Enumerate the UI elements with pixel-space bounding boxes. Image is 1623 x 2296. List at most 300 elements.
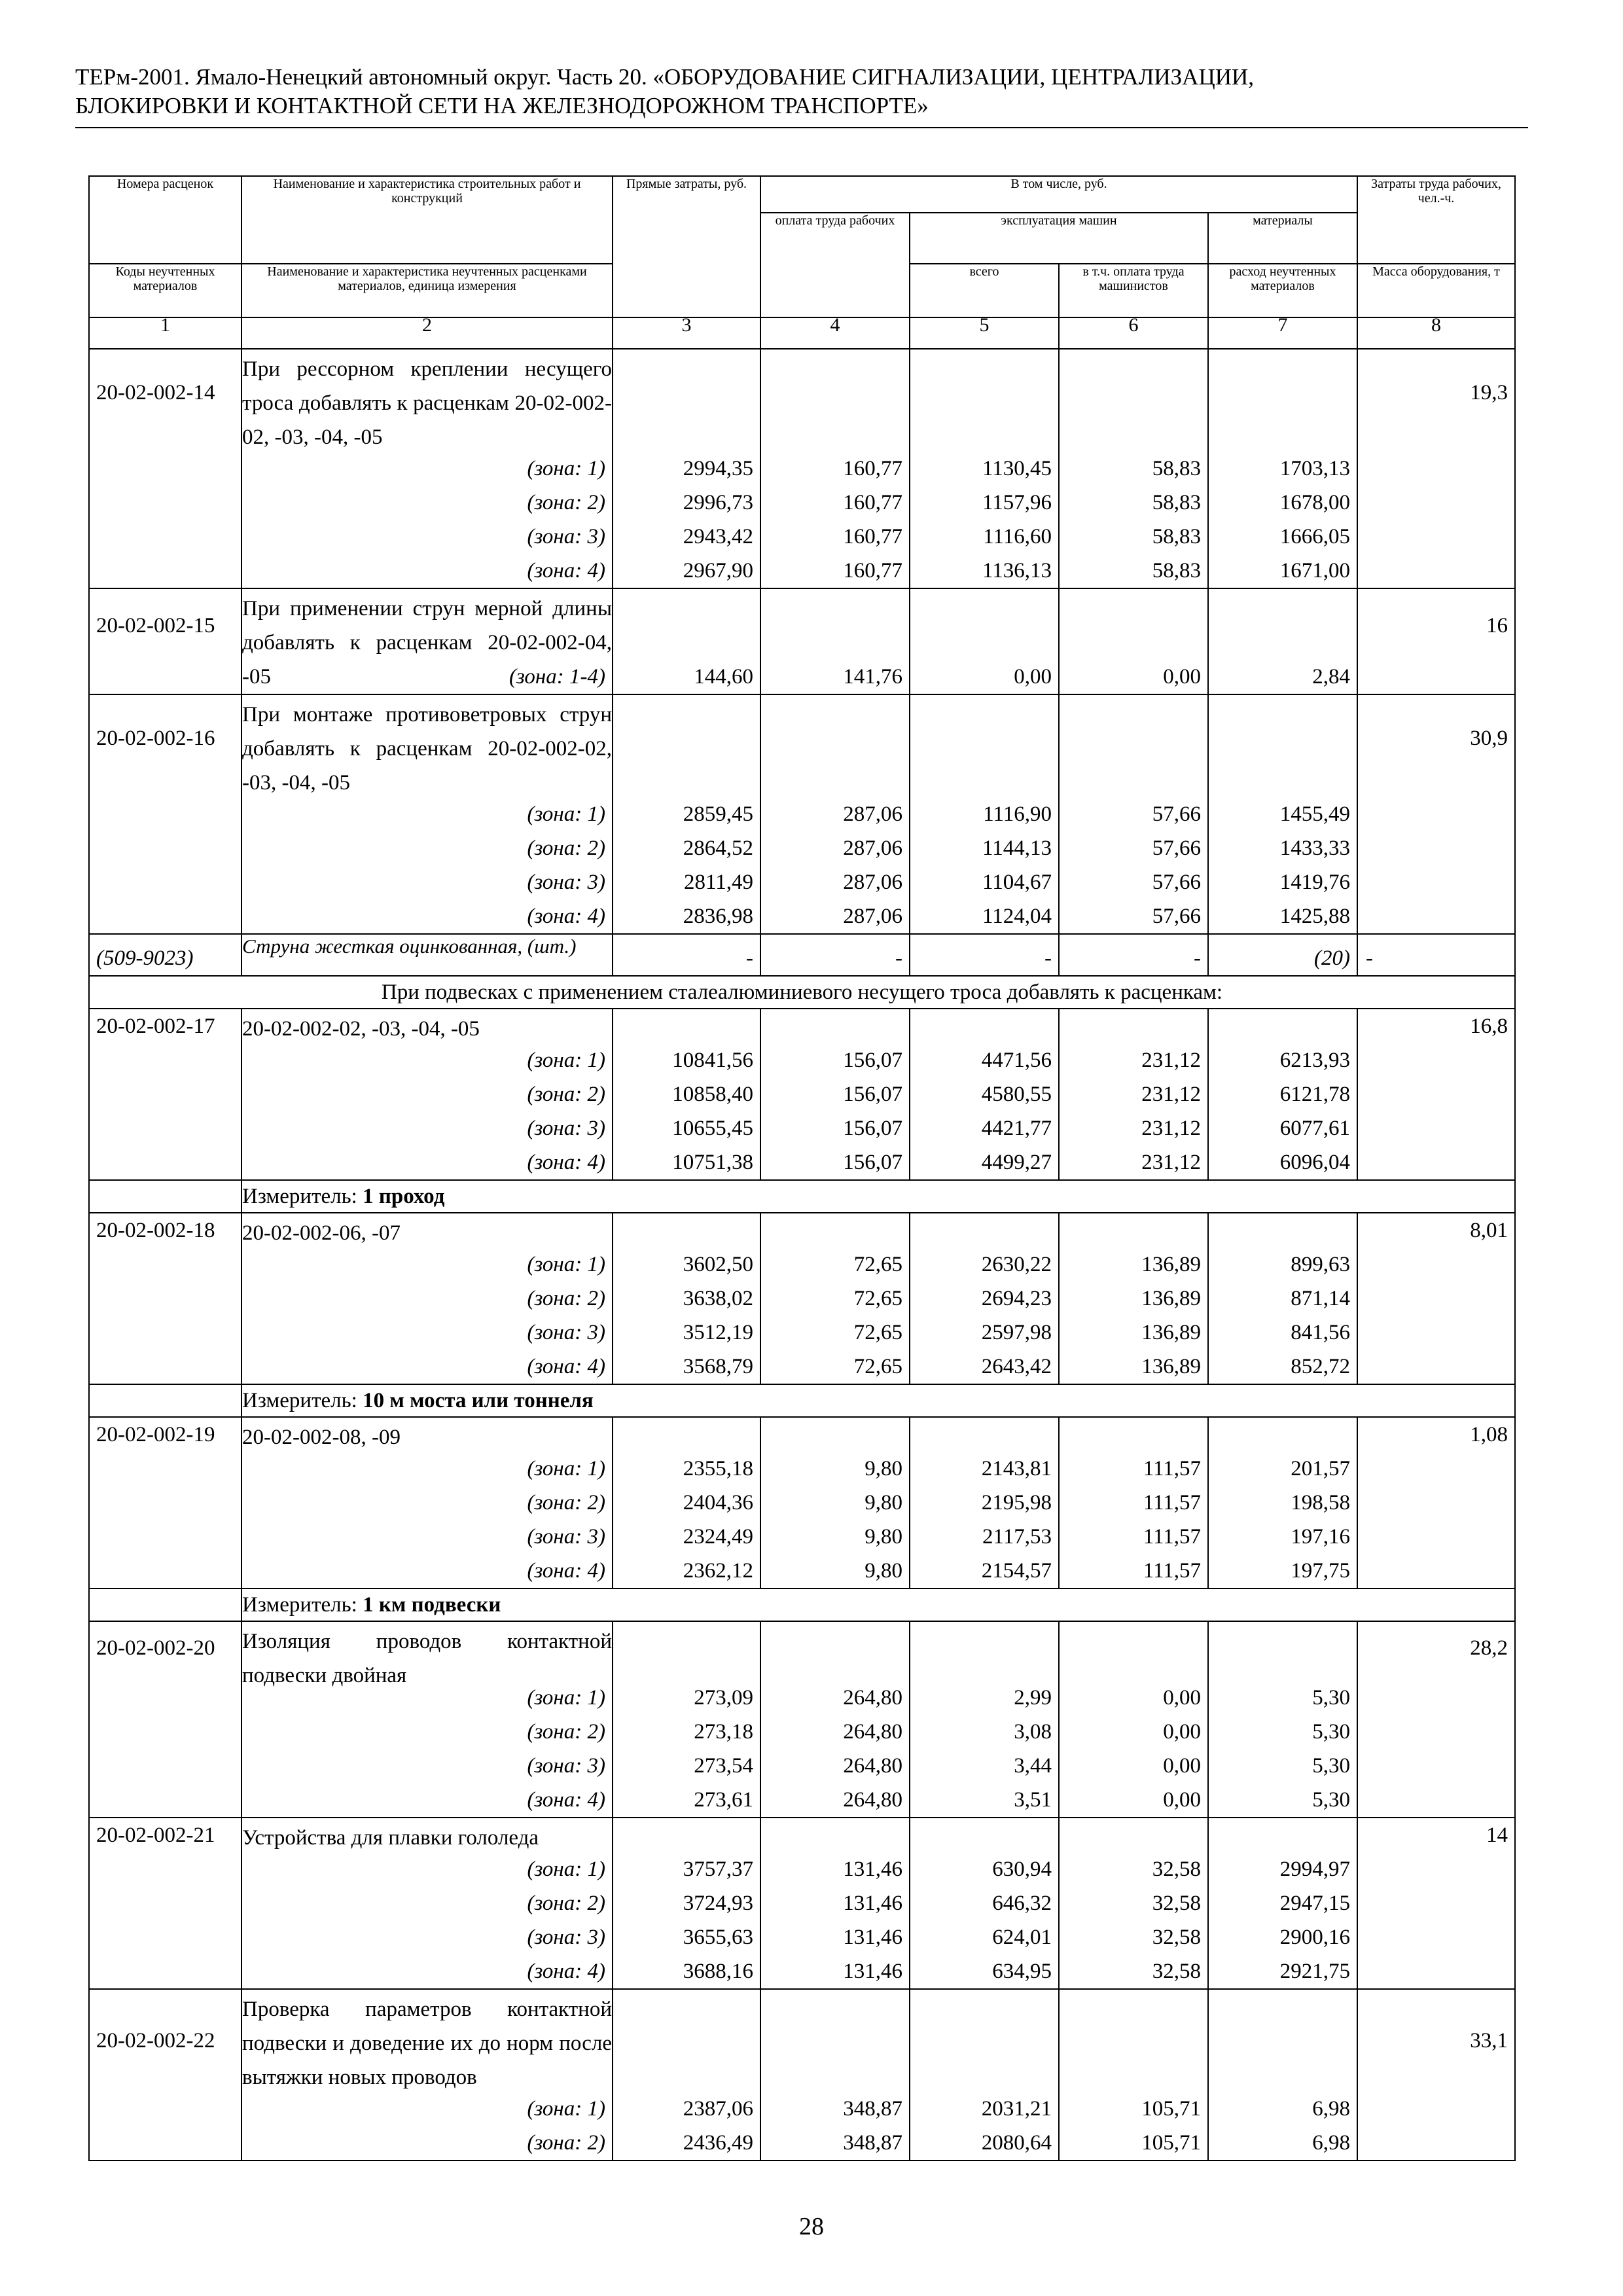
rate-row-r15: [89, 588, 1515, 694]
zone-label: (зона: 2): [527, 1491, 605, 1515]
value-c5: 3,08: [1014, 1720, 1052, 1744]
rate-description: Изоляция проводов контактной подвески двойная: [242, 1630, 612, 1687]
spacer: [761, 1990, 909, 2092]
value-c5: 1144,13: [982, 836, 1052, 860]
value-cell-c4: [760, 1417, 910, 1588]
value-c6: 111,57: [1143, 1559, 1201, 1583]
value-c6: 231,12: [1141, 1151, 1201, 1174]
spacer: [613, 1818, 760, 1852]
value-c7: 6213,93: [1279, 1049, 1350, 1072]
value-c7: 5,30: [1312, 1754, 1350, 1778]
value-cell-c6: [1059, 1989, 1208, 2161]
measure-unit: 1 км подвески: [363, 1593, 501, 1617]
value-c7: 1703,13: [1279, 457, 1350, 480]
value-cell-c7: [1208, 1818, 1357, 1989]
value-c3: 2404,36: [683, 1491, 753, 1515]
labor-cell: [1357, 694, 1515, 934]
head-material-names: Наименование и характеристика неучтенных расценками материалов, единица измерения: [241, 264, 613, 317]
rate-code: 20-02-002-18: [96, 1219, 215, 1242]
zone-label: (зона: 4): [527, 1151, 605, 1174]
labor-cell: [1357, 1989, 1515, 2161]
value-c4: 348,87: [843, 2131, 902, 2155]
value-c5: 2694,23: [981, 1287, 1052, 1310]
rate-row-r19: [89, 1417, 1515, 1588]
page-header: [75, 63, 1528, 120]
header-line-2: БЛОКИРОВКИ И КОНТАКТНОЙ СЕТИ НА ЖЕЛЕЗНОДОРОЖНОМ ТРАНСПОРТЕ»: [75, 93, 929, 118]
spacer: [1060, 695, 1207, 797]
rate-description: При применении струн мерной длины добавлять к расценкам 20-02-002-04, -05: [242, 597, 612, 689]
value-c6: 0,00: [1163, 665, 1201, 689]
value-c7: 1678,00: [1279, 491, 1350, 514]
labor-value: 8,01: [1470, 1219, 1508, 1242]
zone-label: (зона: 3): [527, 1321, 605, 1344]
labor-value: 16,8: [1470, 1014, 1508, 1038]
value-c7: 1455,49: [1279, 802, 1350, 826]
measure-label: Измеритель:: [242, 1593, 357, 1617]
value-cell-c4: [760, 1009, 910, 1180]
spacer: [1060, 1009, 1207, 1043]
value-c6: 58,83: [1152, 525, 1201, 548]
value-c3: 2436,49: [683, 2131, 753, 2155]
value-c6: 136,89: [1141, 1253, 1201, 1276]
value-c6: 105,71: [1141, 2131, 1201, 2155]
rate-description-cell: [241, 588, 613, 694]
value-cell-c7: [1208, 1417, 1357, 1588]
value-c7: 198,58: [1291, 1491, 1350, 1515]
value-c4: 287,06: [843, 905, 902, 928]
spacer: [1060, 1818, 1207, 1852]
table-head: [89, 176, 1515, 349]
value-cell-c6: [1059, 588, 1208, 694]
spacer: [1060, 589, 1207, 660]
zone-label: (зона: 1): [527, 802, 605, 826]
measure-row-1-empty: [89, 1180, 241, 1213]
value-c6: 0,00: [1163, 1754, 1201, 1778]
material-c4: -: [895, 946, 902, 970]
head-material-use: расход неучтенных материалов: [1208, 264, 1357, 317]
spacer: [910, 1622, 1058, 1681]
value-c4: 9,80: [865, 1525, 902, 1549]
value-c3: 2967,90: [683, 559, 753, 583]
material-code: (509-9023): [96, 946, 194, 970]
value-c4: 9,80: [865, 1491, 902, 1515]
value-c3: 10655,45: [672, 1117, 753, 1140]
zone-label: (зона: 2): [527, 1892, 605, 1915]
spacer: [1060, 1213, 1207, 1247]
value-c5: 624,01: [992, 1926, 1052, 1949]
value-c7: 2,84: [1312, 665, 1350, 689]
value-c5: 2031,21: [981, 2097, 1052, 2121]
rate-description-cell: [241, 1213, 613, 1384]
value-cell-c7: [1208, 1009, 1357, 1180]
rate-row-r21: [89, 1818, 1515, 1989]
value-c4: 156,07: [843, 1049, 902, 1072]
spacer: [761, 1418, 909, 1452]
rate-description-cell: [241, 349, 613, 588]
value-cell-c4: [760, 1213, 910, 1384]
rate-code-cell: [89, 588, 241, 694]
value-c3: 273,09: [694, 1686, 753, 1710]
value-c6: 32,58: [1152, 1857, 1201, 1881]
zone-label: (зона: 4): [527, 905, 605, 928]
value-c7: 899,63: [1291, 1253, 1350, 1276]
value-c5: 2643,42: [981, 1355, 1052, 1378]
zone-label: (зона: 3): [527, 1117, 605, 1140]
value-c4: 72,65: [853, 1321, 902, 1344]
value-c5: 4421,77: [981, 1117, 1052, 1140]
col-num-7: 7: [1208, 317, 1357, 349]
value-c6: 32,58: [1152, 1960, 1201, 1983]
zone-label: (зона: 3): [527, 1926, 605, 1949]
material-c3-cell: [613, 934, 760, 976]
value-c4: 160,77: [843, 457, 902, 480]
value-cell-c6: [1059, 349, 1208, 588]
value-cell-c3: [613, 1621, 760, 1818]
value-c6: 58,83: [1152, 457, 1201, 480]
value-c3: 3602,50: [683, 1253, 753, 1276]
labor-cell: [1357, 349, 1515, 588]
value-c5: 3,51: [1014, 1788, 1052, 1812]
material-c8-cell: [1357, 934, 1515, 976]
zone-label: (зона: 1): [527, 1457, 605, 1480]
value-c6: 231,12: [1141, 1083, 1201, 1106]
labor-value: 19,3: [1470, 381, 1508, 404]
material-c6: -: [1194, 946, 1201, 970]
value-c6: 57,66: [1152, 802, 1201, 826]
value-c4: 156,07: [843, 1151, 902, 1174]
value-c7: 841,56: [1291, 1321, 1350, 1344]
spacer: [613, 1990, 760, 2092]
value-cell-c5: [910, 694, 1059, 934]
page-number: 28: [799, 2213, 824, 2240]
material-c7: (20): [1314, 946, 1350, 970]
col-num-5: 5: [910, 317, 1059, 349]
value-c6: 32,58: [1152, 1892, 1201, 1915]
value-c3: 273,54: [694, 1754, 753, 1778]
zone-label: (зона: 2): [527, 1083, 605, 1106]
value-c4: 156,07: [843, 1083, 902, 1106]
head-material-codes: Коды неучтенных материалов: [89, 264, 241, 317]
table-body: [89, 349, 1515, 2161]
rate-description-cell: [241, 1009, 613, 1180]
value-c6: 32,58: [1152, 1926, 1201, 1949]
zone-label: (зона: 4): [527, 1960, 605, 1983]
spacer: [613, 1622, 760, 1681]
value-c7: 5,30: [1312, 1788, 1350, 1812]
spacer: [1209, 589, 1357, 660]
rate-code-cell: [89, 1213, 241, 1384]
rate-row-r17: [89, 1009, 1515, 1180]
zone-label: (зона: 2): [527, 1720, 605, 1744]
spacer: [613, 1418, 760, 1452]
value-c7: 2900,16: [1279, 1926, 1350, 1949]
rate-code: 20-02-002-15: [96, 614, 215, 637]
rate-code-cell: [89, 1009, 241, 1180]
zone-label: (зона: 4): [527, 559, 605, 583]
spacer: [761, 1818, 909, 1852]
rate-description: 20-02-002-06, -07: [242, 1221, 401, 1245]
value-c4: 160,77: [843, 559, 902, 583]
measure-row-2-empty: [89, 1384, 241, 1417]
value-c3: 2994,35: [683, 457, 753, 480]
value-c3: 3568,79: [683, 1355, 753, 1378]
value-c5: 4580,55: [981, 1083, 1052, 1106]
value-c6: 0,00: [1163, 1788, 1201, 1812]
rates-table: [88, 175, 1516, 2161]
head-rate-numbers: Номера расценок: [89, 176, 241, 264]
head-equipment-mass: Масса оборудования, т: [1357, 264, 1515, 317]
rate-description-cell: [241, 1417, 613, 1588]
rate-description: При монтаже противоветровых струн добавлять к расценкам 20-02-002-02, -03, -04, -05: [242, 703, 612, 795]
value-cell-c4: [760, 1989, 910, 2161]
zone-label: (зона: 1): [527, 1049, 605, 1072]
labor-cell: [1357, 1213, 1515, 1384]
rate-code-cell: [89, 1989, 241, 2161]
value-c3: 2324,49: [683, 1525, 753, 1549]
head-worker-pay: оплата труда рабочих: [760, 213, 910, 317]
value-c5: 4499,27: [981, 1151, 1052, 1174]
rate-code-cell: [89, 1621, 241, 1818]
value-c6: 111,57: [1143, 1491, 1201, 1515]
rate-code: 20-02-002-21: [96, 1823, 215, 1847]
value-c4: 348,87: [843, 2097, 902, 2121]
zone-label: (зона: 2): [527, 1287, 605, 1310]
zone-label: (зона: 1): [527, 2097, 605, 2121]
value-c5: 2,99: [1014, 1686, 1052, 1710]
zone-label: (зона: 3): [527, 870, 605, 894]
value-cell-c6: [1059, 1213, 1208, 1384]
value-cell-c5: [910, 1621, 1059, 1818]
value-c3: 2355,18: [683, 1457, 753, 1480]
spacer: [613, 350, 760, 452]
value-c4: 264,80: [843, 1788, 902, 1812]
rate-code-cell: [89, 1417, 241, 1588]
material-row: [89, 934, 1515, 976]
value-c5: 1130,45: [982, 457, 1052, 480]
spacer: [761, 1009, 909, 1043]
material-desc-cell: [241, 934, 613, 976]
value-c7: 1433,33: [1279, 836, 1350, 860]
material-code-cell: [89, 934, 241, 976]
value-c4: 264,80: [843, 1686, 902, 1710]
value-c6: 0,00: [1163, 1686, 1201, 1710]
value-c3: 3655,63: [683, 1926, 753, 1949]
value-c3: 3512,19: [683, 1321, 753, 1344]
material-description: Струна жесткая оцинкованная, (шт.): [242, 935, 577, 958]
value-c5: 3,44: [1014, 1754, 1052, 1778]
rate-row-r22: [89, 1989, 1515, 2161]
value-c5: 1157,96: [982, 491, 1052, 514]
rate-code: 20-02-002-19: [96, 1423, 215, 1446]
value-cell-c3: [613, 694, 760, 934]
rate-description: 20-02-002-08, -09: [242, 1426, 401, 1449]
rate-code: 20-02-002-16: [96, 726, 215, 750]
head-including: В том числе, руб.: [760, 176, 1357, 213]
value-c4: 264,80: [843, 1720, 902, 1744]
value-c4: 131,46: [843, 1960, 902, 1983]
rate-row-r14: [89, 349, 1515, 588]
value-c7: 1666,05: [1279, 525, 1350, 548]
value-c6: 57,66: [1152, 905, 1201, 928]
value-c7: 6,98: [1312, 2097, 1350, 2121]
value-c7: 6121,78: [1279, 1083, 1350, 1106]
measure-row-3-cell: [241, 1588, 1515, 1621]
col-num-2: 2: [241, 317, 613, 349]
rate-row-r18: [89, 1213, 1515, 1384]
col-num-3: 3: [613, 317, 760, 349]
rate-description: Проверка параметров контактной подвески и доведение их до норм после вытяжки новых проводов: [242, 1998, 612, 2089]
value-c5: 2597,98: [981, 1321, 1052, 1344]
spacer: [910, 589, 1058, 660]
zone-label: (зона: 1): [527, 1857, 605, 1881]
zone-label: (зона: 3): [527, 1525, 605, 1549]
zone-label: (зона: 4): [527, 1355, 605, 1378]
measure-row-1-cell: [241, 1180, 1515, 1213]
value-c7: 6096,04: [1279, 1151, 1350, 1174]
value-cell-c6: [1059, 694, 1208, 934]
value-c4: 9,80: [865, 1559, 902, 1583]
spacer: [1060, 1418, 1207, 1452]
value-c6: 136,89: [1141, 1287, 1201, 1310]
zone-label: (зона: 1-4): [508, 665, 605, 689]
rate-description-cell: [241, 1621, 613, 1818]
value-cell-c7: [1208, 1621, 1357, 1818]
value-c3: 10858,40: [672, 1083, 753, 1106]
value-cell-c4: [760, 1818, 910, 1989]
labor-value: 33,1: [1470, 2029, 1508, 2053]
value-c7: 197,16: [1291, 1525, 1350, 1549]
material-c5-cell: [910, 934, 1059, 976]
value-c5: 634,95: [992, 1960, 1052, 1983]
value-c3: 144,60: [694, 665, 753, 689]
value-c3: 273,18: [694, 1720, 753, 1744]
zone-label: (зона: 2): [527, 836, 605, 860]
value-cell-c6: [1059, 1621, 1208, 1818]
spacer: [910, 1213, 1058, 1247]
spacer: [910, 1818, 1058, 1852]
rate-description: Устройства для плавки гололеда: [242, 1826, 539, 1850]
rate-description: 20-02-002-02, -03, -04, -05: [242, 1017, 480, 1041]
value-c6: 111,57: [1143, 1457, 1201, 1480]
value-c4: 72,65: [853, 1253, 902, 1276]
value-c7: 6077,61: [1279, 1117, 1350, 1140]
measure-label: Измеритель:: [242, 1185, 357, 1208]
value-c5: 1136,13: [982, 559, 1052, 583]
spacer: [1209, 1213, 1357, 1247]
col-num-4: 4: [760, 317, 910, 349]
head-direct-costs: Прямые затраты, руб.: [613, 176, 760, 317]
material-c8: -: [1366, 946, 1373, 970]
value-c7: 1425,88: [1279, 905, 1350, 928]
spacer: [761, 589, 909, 660]
value-c6: 57,66: [1152, 836, 1201, 860]
spacer: [613, 1009, 760, 1043]
value-c4: 156,07: [843, 1117, 902, 1140]
value-cell-c7: [1208, 1213, 1357, 1384]
value-c4: 141,76: [843, 665, 902, 689]
rate-row-r16: [89, 694, 1515, 934]
value-cell-c4: [760, 1621, 910, 1818]
material-c6-cell: [1059, 934, 1208, 976]
value-cell-c5: [910, 349, 1059, 588]
rate-code-cell: [89, 1818, 241, 1989]
value-c4: 287,06: [843, 836, 902, 860]
spacer: [1209, 1818, 1357, 1852]
value-cell-c4: [760, 349, 910, 588]
rate-description-cell: [241, 1818, 613, 1989]
value-c7: 1671,00: [1279, 559, 1350, 583]
value-c4: 72,65: [853, 1287, 902, 1310]
value-cell-c5: [910, 1818, 1059, 1989]
value-c3: 3757,37: [683, 1857, 753, 1881]
material-c4-cell: [760, 934, 910, 976]
value-c5: 1116,90: [983, 802, 1052, 826]
value-c5: 2080,64: [981, 2131, 1052, 2155]
spacer: [910, 350, 1058, 452]
value-c7: 201,57: [1291, 1457, 1350, 1480]
spacer: [761, 1213, 909, 1247]
section-title-row-cell: При подвесках с применением сталеалюминиевого несущего троса добавлять к расценкам:: [89, 976, 1515, 1009]
labor-cell: [1357, 1818, 1515, 1989]
value-c7: 5,30: [1312, 1686, 1350, 1710]
spacer: [1060, 1990, 1207, 2092]
spacer: [613, 1213, 760, 1247]
value-cell-c3: [613, 1417, 760, 1588]
value-c5: 2195,98: [981, 1491, 1052, 1515]
spacer: [1209, 350, 1357, 452]
spacer: [1060, 1622, 1207, 1681]
spacer: [1060, 350, 1207, 452]
value-c7: 2921,75: [1279, 1960, 1350, 1983]
value-c5: 1104,67: [982, 870, 1052, 894]
spacer: [613, 589, 760, 660]
labor-value: 16: [1486, 614, 1508, 637]
zone-label: (зона: 3): [527, 525, 605, 548]
rate-code-cell: [89, 694, 241, 934]
value-c6: 58,83: [1152, 559, 1201, 583]
value-c4: 131,46: [843, 1857, 902, 1881]
value-cell-c7: [1208, 588, 1357, 694]
value-c6: 231,12: [1141, 1117, 1201, 1140]
zone-label: (зона: 3): [527, 1754, 605, 1778]
head-materials: материалы: [1208, 213, 1357, 264]
value-c6: 0,00: [1163, 1720, 1201, 1744]
value-c4: 72,65: [853, 1355, 902, 1378]
labor-cell: [1357, 1417, 1515, 1588]
value-cell-c7: [1208, 694, 1357, 934]
value-cell-c3: [613, 588, 760, 694]
header-line-1: ТЕРм-2001. Ямало-Ненецкий автономный округ. Часть 20. «ОБОРУДОВАНИЕ СИГНАЛИЗАЦИИ, ЦЕНТРАЛИЗАЦИИ,: [75, 64, 1255, 90]
value-cell-c3: [613, 1213, 760, 1384]
zone-label: (зона: 4): [527, 1788, 605, 1812]
rate-code: 20-02-002-22: [96, 2029, 215, 2053]
spacer: [1209, 1990, 1357, 2092]
spacer: [910, 1009, 1058, 1043]
head-machines-total: всего: [910, 264, 1059, 317]
value-c5: 4471,56: [981, 1049, 1052, 1072]
value-c7: 1419,76: [1279, 870, 1350, 894]
value-c4: 287,06: [843, 802, 902, 826]
material-c5: -: [1044, 946, 1052, 970]
labor-value: 14: [1486, 1823, 1508, 1847]
labor-cell: [1357, 1009, 1515, 1180]
measure-row-1: [89, 1180, 1515, 1213]
spacer: [1209, 1622, 1357, 1681]
measure-unit: 1 проход: [363, 1185, 445, 1208]
value-c5: 2117,53: [982, 1525, 1052, 1549]
value-cell-c3: [613, 349, 760, 588]
head-work-name: Наименование и характеристика строительных работ и конструкций: [241, 176, 613, 264]
